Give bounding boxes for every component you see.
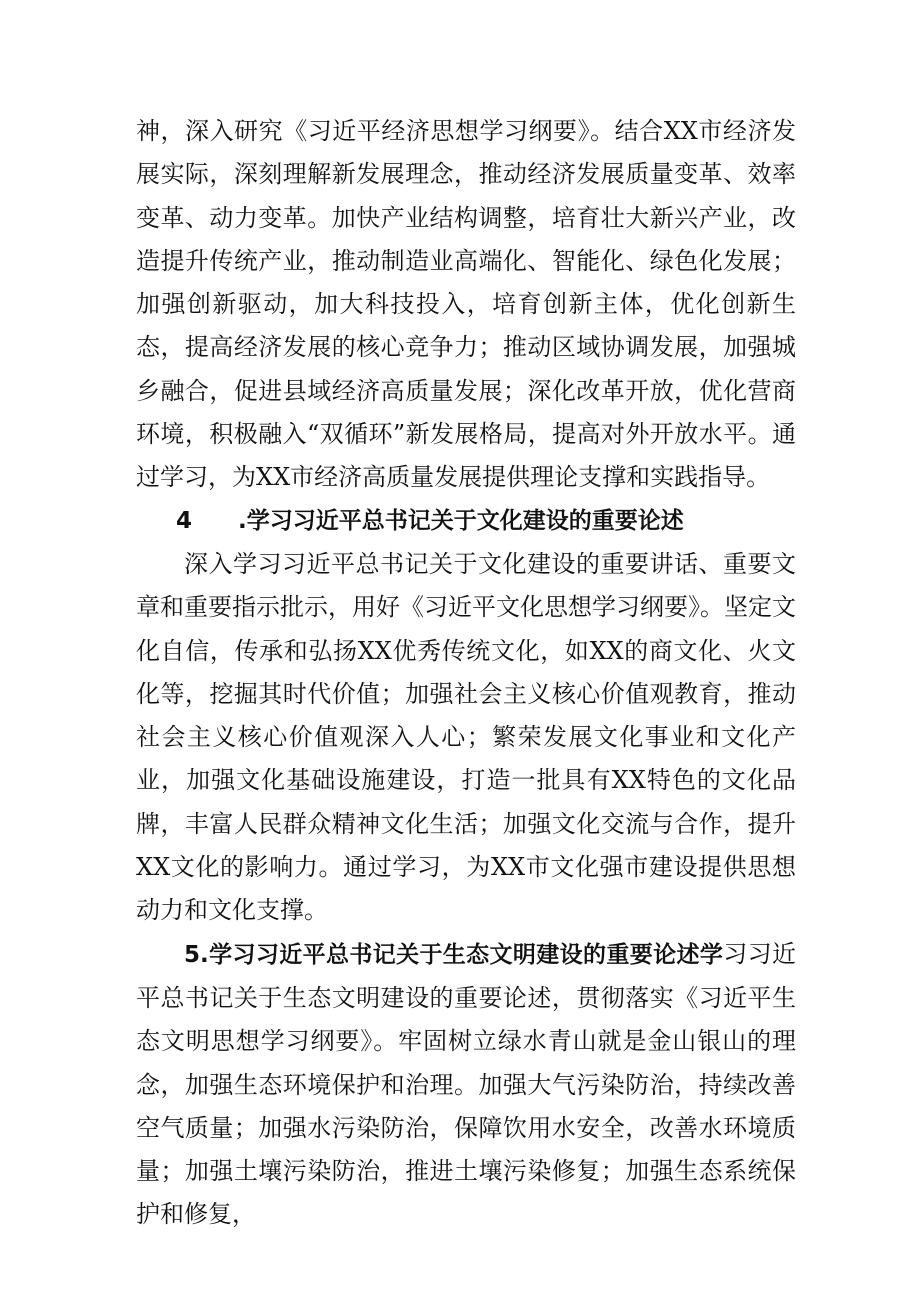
paragraph-culture: 深入学习习近平总书记关于文化建设的重要讲话、重要文章和重要指示批示，用好《习近平文化思想学习纲要》。坚定文化自信，传承和弘扬XX优秀传统文化，如XX的商文化、火文化等，挖掘其时代价值；加强社会主义核心价值观教育，推动社会主义核心价值观深入人心；繁荣发展文化事业和文化产业，加强文化基础设施建设，打造一批具有XX特色的文化品牌，丰富人民群众精神文化生活；加强文化交流与合作，提升XX文化的影响力。通过学习，为XX市文化强市建设提供思想动力和文化支撑。 <box>136 549 796 925</box>
document-body <box>136 110 796 1237</box>
paragraph-ecology <box>136 933 796 1237</box>
section-title-4: .学习习近平总书记关于文化建设的重要论述 <box>238 507 684 534</box>
paragraph-ecology-body: 习习近平总书记关于生态文明建设的重要论述，贯彻落实《习近平生态文明思想学习纲要》。牢固树立绿水青山就是金山银山的理念，加强生态环境保护和治理。加强大气污染防治，持续改善空气质量；加强水污染防治，保障饮用水安全，改善水环境质量；加强土壤污染防治，推进土壤污染修复；加强生态系统保护和修复， <box>136 939 797 1229</box>
section-number-4: 4 <box>176 507 193 534</box>
section-heading-4 <box>136 500 796 543</box>
paragraph-economy: 神，深入研究《习近平经济思想学习纲要》。结合XX市经济发展实际，深刻理解新发展理念，推动经济发展质量变革、效率变革、动力变革。加快产业结构调整，培育壮大新兴产业，改造提升传统产业，推动制造业高端化、智能化、绿色化发展；加强创新驱动，加大科技投入，培育创新主体，优化创新生态，提高经济发展的核心竞争力；推动区域协调发展，加强城乡融合，促进县域经济高质量发展；深化改革开放，优化营商环境，积极融入“双循环”新发展格局，提高对外开放水平。通过学习，为XX市经济高质量发展提供理论支撑和实践指导。 <box>136 117 796 492</box>
section-title-5: 5.学习习近平总书记关于生态文明建设的重要论述学 <box>184 941 724 968</box>
